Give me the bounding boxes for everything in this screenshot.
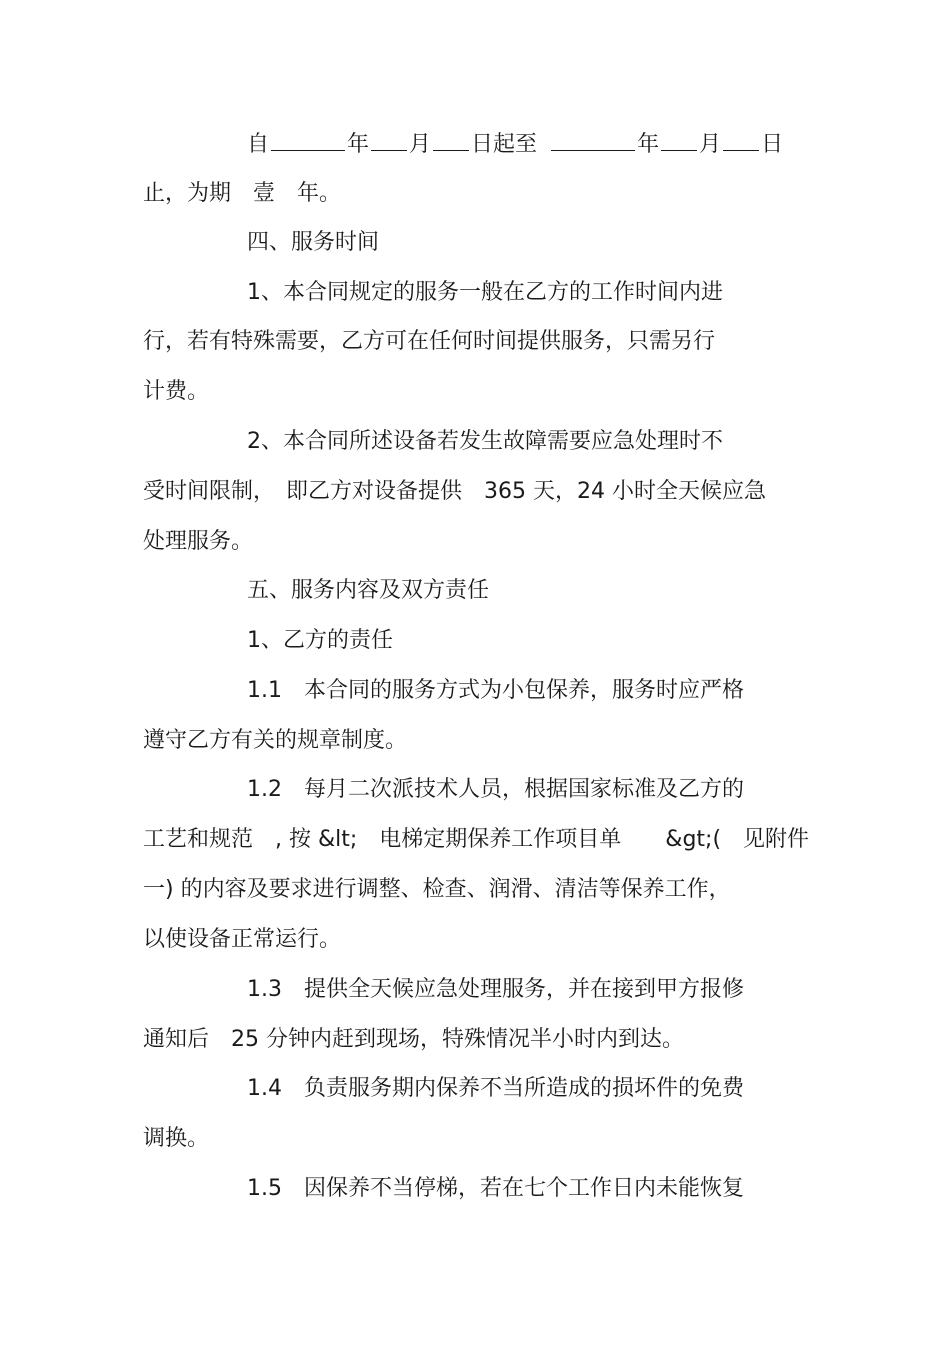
start-year-blank <box>271 130 345 151</box>
paragraph-line: 1.5 因保养不当停梯，若在七个工作日内未能恢复 <box>247 1176 744 1201</box>
paragraph-line: 1.2 每月二次派技术人员，根据国家标准及乙方的 <box>247 777 744 802</box>
month-label: 月 <box>699 132 722 157</box>
end-day-blank <box>723 130 759 151</box>
from-label: 自 <box>247 132 270 157</box>
year-label: 年 <box>347 132 370 157</box>
section-heading: 五、服务内容及双方责任 <box>247 578 490 603</box>
month-label: 月 <box>409 132 432 157</box>
paragraph-line: 受时间限制， 即乙方对设备提供 365 天，24 小时全天候应急 <box>143 479 766 504</box>
paragraph-line: 遵守乙方有关的规章制度。 <box>143 728 408 753</box>
paragraph-line: 行，若有特殊需要，乙方可在任何时间提供服务，只需另行 <box>143 329 716 354</box>
contract-period-line <box>247 130 783 158</box>
start-month-blank <box>371 130 407 151</box>
paragraph-line: 1.1 本合同的服务方式为小包保养，服务时应严格 <box>247 678 744 703</box>
day-label: 日 <box>761 132 784 157</box>
paragraph-line: 计费。 <box>143 379 210 404</box>
end-month-blank <box>661 130 697 151</box>
paragraph-line: 1.3 提供全天候应急处理服务，并在接到甲方报修 <box>247 977 744 1002</box>
paragraph-line: 处理服务。 <box>143 529 254 554</box>
paragraph-line: 1、本合同规定的服务一般在乙方的工作时间内进 <box>247 280 723 305</box>
paragraph-line: 一) 的内容及要求进行调整、检查、润滑、清洁等保养工作， <box>143 877 731 902</box>
paragraph-line: 通知后 25 分钟内赶到现场，特殊情况半小时内到达。 <box>143 1027 684 1052</box>
subsection-heading: 1、乙方的责任 <box>247 628 393 653</box>
paragraph-line: 调换。 <box>143 1126 210 1151</box>
paragraph-line: 工艺和规范 , 按 &lt; 电梯定期保养工作项目单 &gt;( 见附件 <box>143 827 810 852</box>
section-heading: 四、服务时间 <box>247 230 380 255</box>
end-year-blank <box>551 130 635 151</box>
paragraph-line: 1.4 负责服务期内保养不当所造成的损坏件的免费 <box>247 1076 744 1101</box>
start-day-blank <box>433 130 469 151</box>
paragraph-line: 止，为期 壹 年。 <box>143 181 342 206</box>
paragraph-line: 2、本合同所述设备若发生故障需要应急处理时不 <box>247 429 723 454</box>
day-until-label: 日起至 <box>471 132 538 157</box>
year-label: 年 <box>637 132 660 157</box>
paragraph-line: 以使设备正常运行。 <box>143 927 342 952</box>
